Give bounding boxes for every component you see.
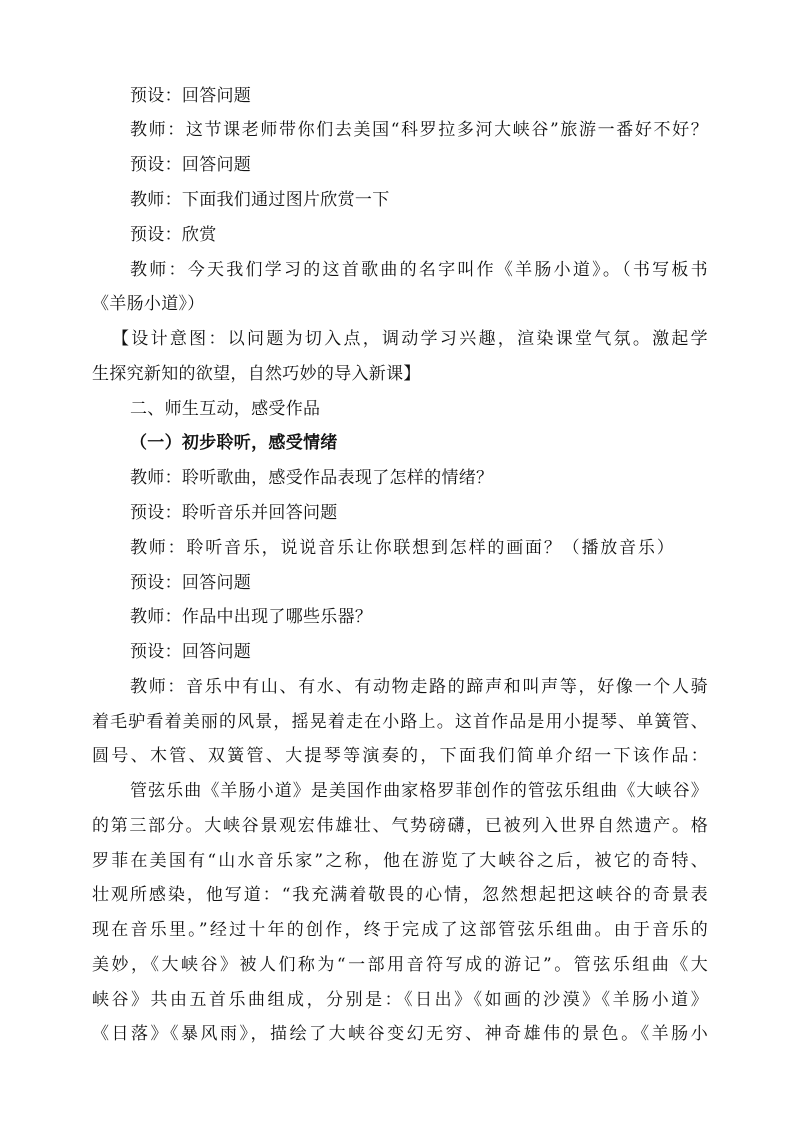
text-line: 的第三部分。大峡谷景观宏伟雄壮、气势磅礴，已被列入世界自然遗产。格 <box>92 816 708 836</box>
design-intent-line: 【设计意图：以问题为切入点，调动学习兴趣，渲染课堂气氛。激起学 <box>112 329 708 349</box>
subsection-heading: （一）初步聆听，感受情绪 <box>130 433 338 453</box>
text-line: 美妙，《大峡谷》被人们称为“一部用音符写成的游记”。管弦乐组曲《大 <box>92 955 708 975</box>
text-line: 教师：聆听音乐，说说音乐让你联想到怎样的画面？（播放音乐） <box>130 538 674 558</box>
text-line: 《羊肠小道》） <box>92 294 205 314</box>
text-line: 教师：下面我们通过图片欣赏一下 <box>130 190 390 210</box>
text-line: 教师：聆听歌曲，感受作品表现了怎样的情绪？ <box>130 468 494 488</box>
text-line: 预设：回答问题 <box>130 642 252 662</box>
text-line: 罗菲在美国有“山水音乐家”之称，他在游览了大峡谷之后，被它的奇特、 <box>92 851 708 871</box>
text-line: 着毛驴看着美丽的风景，摇晃着走在小路上。这首作品是用小提琴、单簧管、 <box>92 712 708 732</box>
text-line: 教师：音乐中有山、有水、有动物走路的蹄声和叫声等，好像一个人骑 <box>130 677 708 697</box>
text-line: 《日落》《暴风雨》，描绘了大峡谷变幻无穷、神奇雄伟的景色。《羊肠小 <box>92 1024 708 1044</box>
text-line: 预设：欣赏 <box>130 225 217 245</box>
text-line: 教师：今天我们学习的这首歌曲的名字叫作《羊肠小道》。（书写板书 <box>130 260 708 280</box>
section-heading: 二、师生互动，感受作品 <box>130 399 321 419</box>
text-line: 教师：作品中出现了哪些乐器？ <box>130 607 373 627</box>
text-line: 预设：回答问题 <box>130 86 252 106</box>
text-line: 预设：回答问题 <box>130 573 252 593</box>
text-line: 峡谷》共由五首乐曲组成，分别是：《日出》《如画的沙漠》《羊肠小道》 <box>92 990 708 1010</box>
text-line: 壮观所感染，他写道：“我充满着敬畏的心情，忽然想起把这峡谷的奇景表 <box>92 885 708 905</box>
text-line: 教师：这节课老师带你们去美国“科罗拉多河大峡谷”旅游一番好不好？ <box>130 120 708 140</box>
design-intent-line: 生探究新知的欲望，自然巧妙的导入新课】 <box>92 364 421 384</box>
text-line: 现在音乐里。”经过十年的创作，终于完成了这部管弦乐组曲。由于音乐的 <box>92 920 708 940</box>
text-line: 圆号、木管、双簧管、大提琴等演奏的，下面我们简单介绍一下该作品： <box>92 746 708 766</box>
text-line: 预设：回答问题 <box>130 155 252 175</box>
text-line: 管弦乐曲《羊肠小道》是美国作曲家格罗菲创作的管弦乐组曲《大峡谷》 <box>130 781 708 801</box>
text-line: 预设：聆听音乐并回答问题 <box>130 503 338 523</box>
